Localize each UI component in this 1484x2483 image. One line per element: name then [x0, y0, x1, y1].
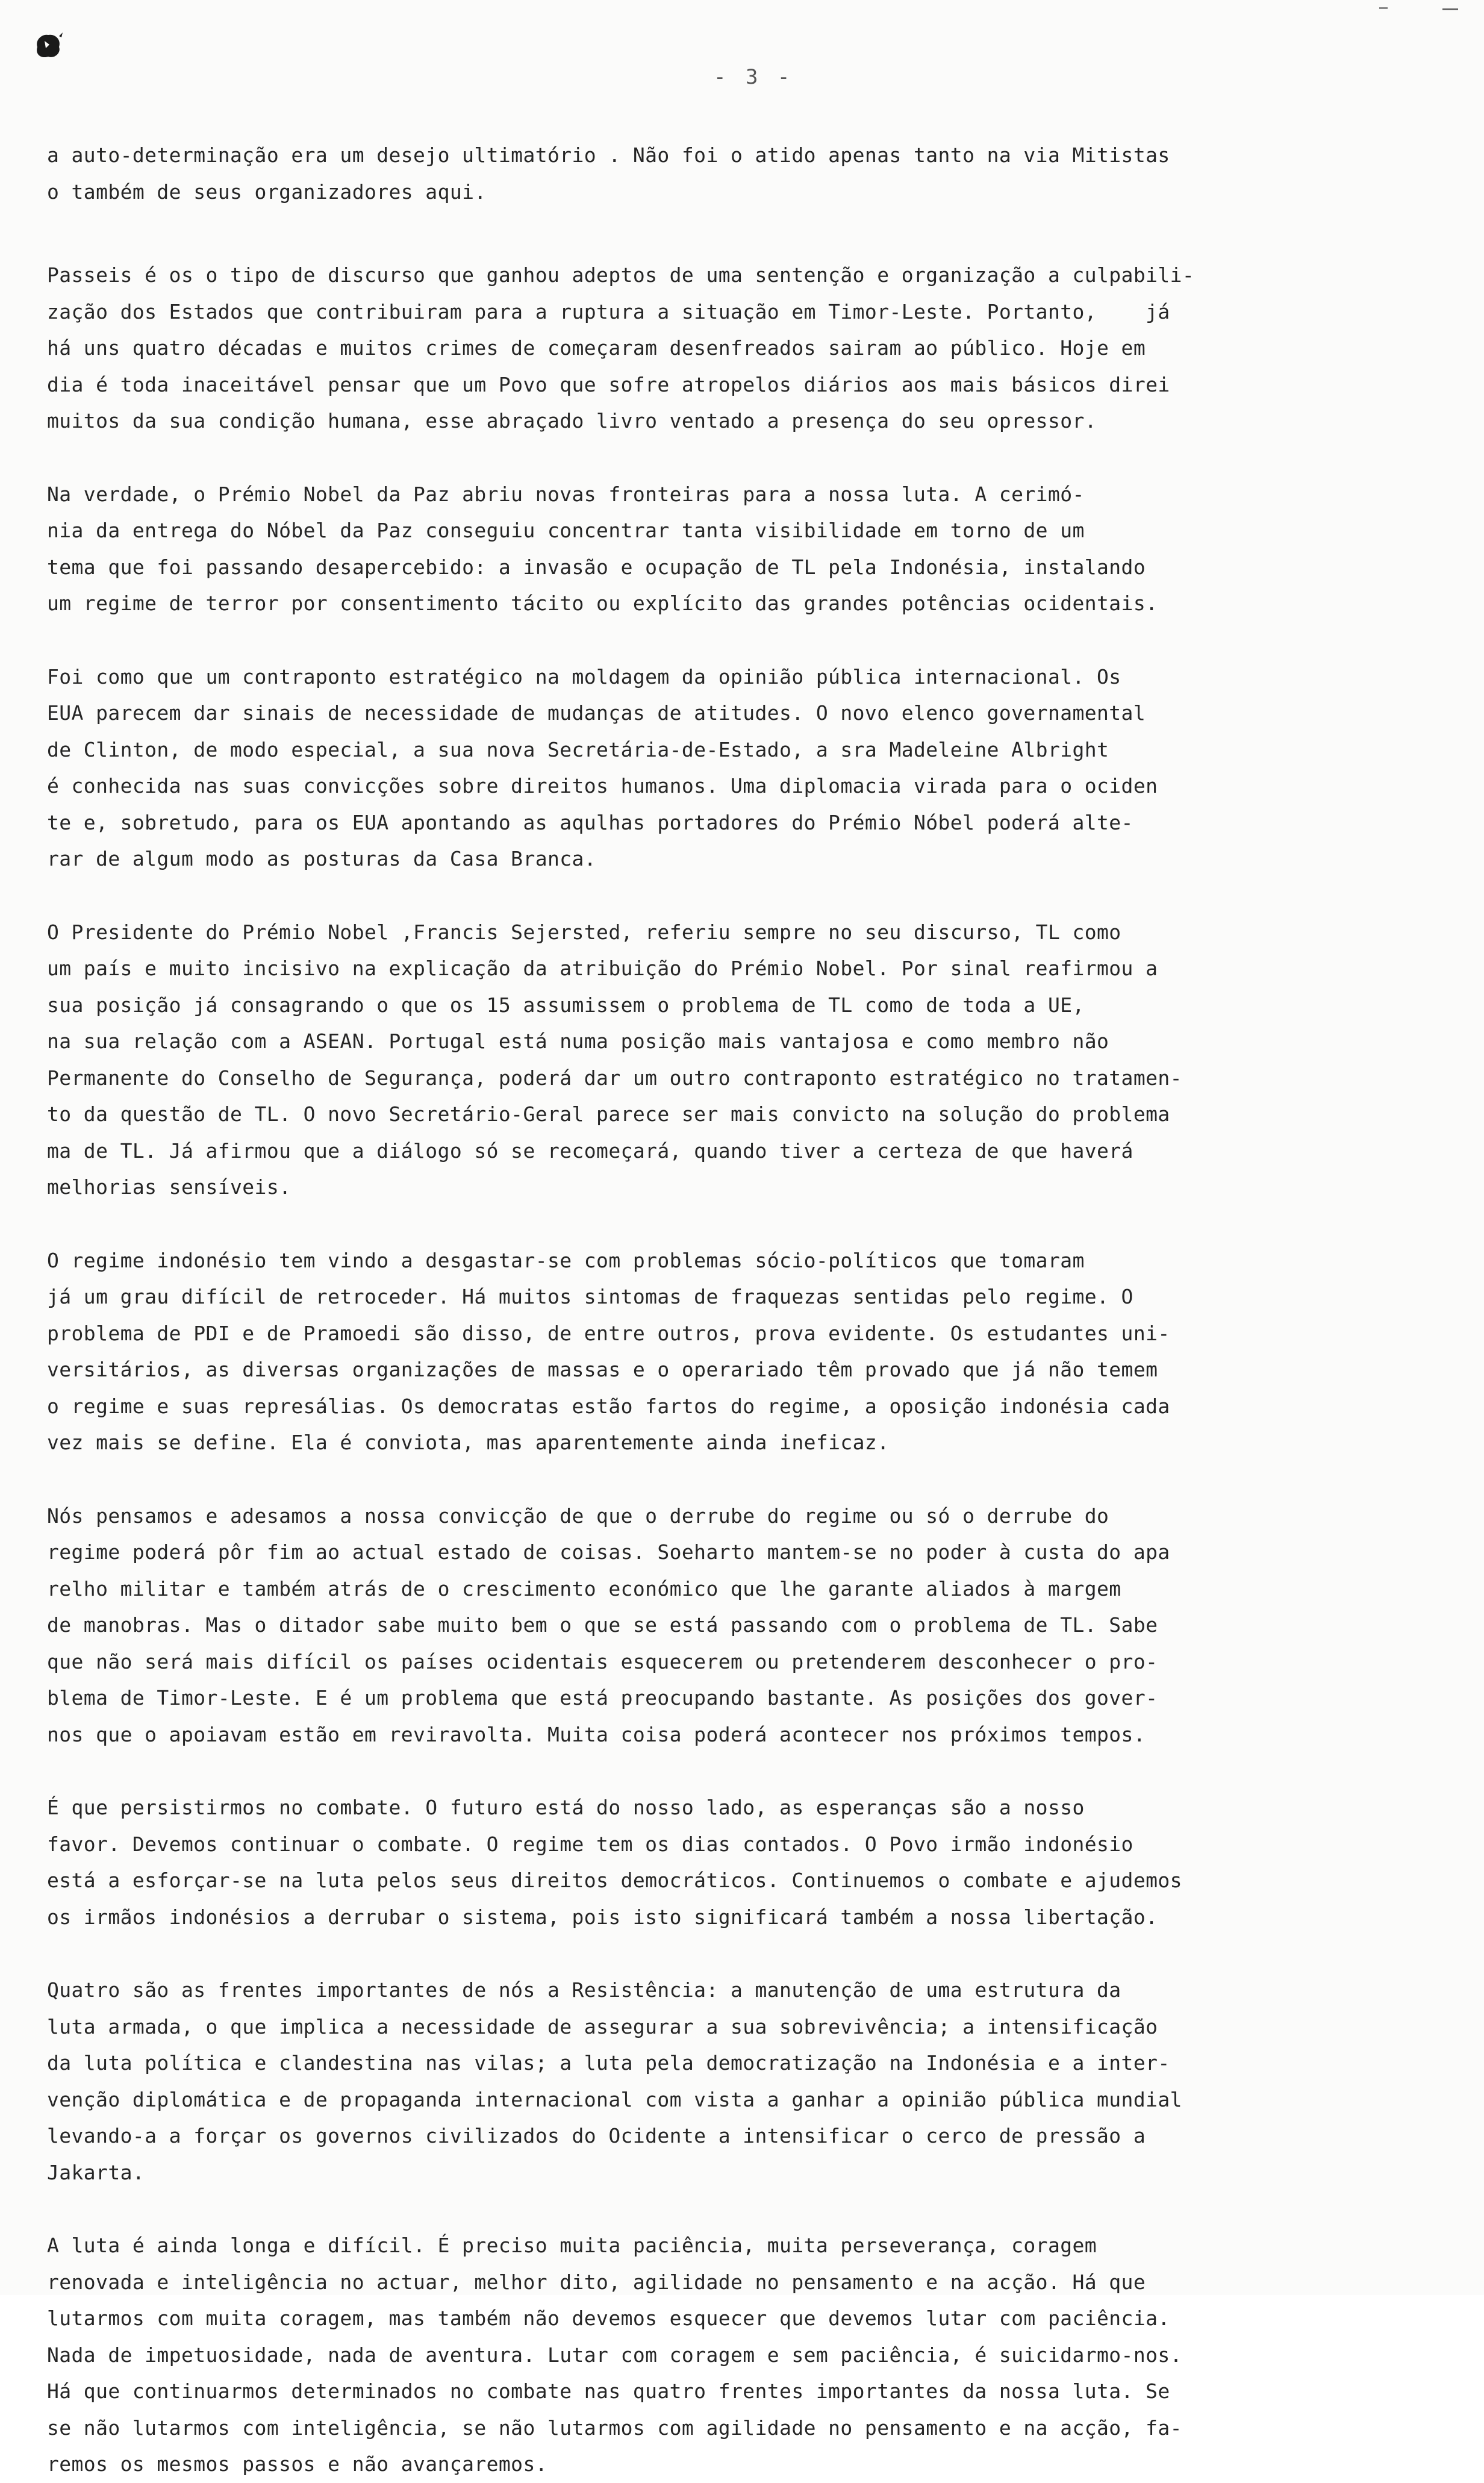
paragraph: Passeis é os o tipo de discurso que ganhou adeptos de uma sentenção e organização a culpabili- zação dos Estados que contribuiram para a ruptura a situação em Timor-Leste. Portanto, já há uns quatro décadas e muitos crimes de começaram desenfreados sairam ao público. Hoje em dia é toda inaceitável pensar que um Povo que sofre atropelos diários aos mais básicos direi muitos da sua condição humana, esse abraçado livro ventado a presença do seu opressor.	[47, 263, 1195, 433]
paragraph: É que persistirmos no combate. O futuro está do nosso lado, as esperanças são a nosso favor. Devemos continuar o combate. O regime tem os dias contados. O Povo irmão indonésio está a esforçar-se na luta pelos seus direitos democráticos. Continuemos o combate e ajudemos os irmãos indonésios a derrubar o sistema, pois isto significará também a nossa libertação.	[47, 1796, 1182, 1929]
ink-stain-mark	[31, 29, 65, 63]
paragraph: O regime indonésio tem vindo a desgastar-se com problemas sócio-políticos que tomaram já um grau difícil de retroceder. Há muitos sintomas de fraquezas sentidas pelo regime. O problema de PDI e de Pramoedi são disso, de entre outros, prova evidente. Os estudantes uni- versitários, as diversas organizações de massas e o operariado têm provado que já não temem o regime e suas represálias. Os democratas estão fartos do regime, a oposição indonésia cada vez mais se define. Ela é conviota, mas aparentemente ainda ineficaz.	[47, 1248, 1170, 1454]
paragraph: Quatro são as frentes importantes de nós a Resistência: a manutenção de uma estrutura da luta armada, o que implica a necessidade de assegurar a sua sobrevivência; a intensificação da luta política e clandestina nas vilas; a luta pela democratização na Indonésia e a inter- venção diplomática e de propaganda internacional com vista a ganhar a opinião pública mundial levando-a a forçar os governos civilizados do Ocidente a intensificar o cerco de pressão a Jakarta.	[47, 1978, 1182, 2184]
page-number: - 3 -	[714, 65, 794, 89]
paragraph: Foi como que um contraponto estratégico na moldagem da opinião pública internacional. Os EUA parecem dar sinais de necessidade de mudanças de atitudes. O novo elenco governamental de Clinton, de modo especial, a sua nova Secretária-de-Estado, a sra Madeleine Albright é conhecida nas suas convicções sobre direitos humanos. Uma diplomacia virada para o ociden te e, sobretudo, para os EUA apontando as aqulhas portadores do Prémio Nóbel poderá alte- rar de algum modo as posturas da Casa Branca.	[47, 664, 1158, 870]
body-text	[47, 137, 1432, 2483]
paragraph: Nós pensamos e adesamos a nossa convicção de que o derrube do regime ou só o derrube do regime poderá pôr fim ao actual estado de coisas. Soeharto mantem-se no poder à custa do apa relho militar e também atrás de o crescimento económico que lhe garante aliados à margem de manobras. Mas o ditador sabe muito bem o que se está passando com o problema de TL. Sabe que não será mais difícil os países ocidentais esquecerem ou pretenderem desconhecer o pro- blema de Timor-Leste. E é um problema que está preocupando bastante. As posições dos gover- nos que o apoiavam estão em reviravolta. Muita coisa poderá acontecer nos próximos tempos.	[47, 1504, 1170, 1746]
paragraph: A luta é ainda longa e difícil. É preciso muita paciência, muita perseverança, coragem renovada e inteligência no actuar, melhor dito, agilidade no pensamento e na acção. Há que lutarmos com muita coragem, mas também não devemos esquecer que devemos lutar com paciência. Nada de impetuosidade, nada de aventura. Lutar com coragem e sem paciência, é suicidarmo-nos. Há que continuarmos determinados no combate nas quatro frentes importantes da nossa luta. Se se não lutarmos com inteligência, se não lutarmos com agilidade no pensamento e na acção, fa- remos os mesmos passos e não avançaremos.	[47, 2234, 1182, 2476]
paragraph: O Presidente do Prémio Nobel ,Francis Sejersted, referiu sempre no seu discurso, TL como um país e muito incisivo na explicação da atribuição do Prémio Nobel. Por sinal reafirmou a sua posição já consagrando o que os 15 assumissem o problema de TL como de toda a UE, na sua relação com a ASEAN. Portugal está numa posição mais vantajosa e como membro não Permanente do Conselho de Segurança, poderá dar um outro contraponto estratégico no tratamen- to da questão de TL. O novo Secretário-Geral parece ser mais convicto na solução do problema ma de TL. Já afirmou que a diálogo só se recomeçará, quando tiver a certeza de que haverá melhorias sensíveis.	[47, 920, 1182, 1199]
paragraph: a auto-determinação era um desejo ultimatório . Não foi o atido apenas tanto na via Mitistas o também de seus organizadores aqui.	[47, 143, 1170, 204]
corner-scan-mark	[1379, 7, 1388, 9]
paragraph: Na verdade, o Prémio Nobel da Paz abriu novas fronteiras para a nossa luta. A cerimó- nia da entrega do Nóbel da Paz conseguiu concentrar tanta visibilidade em torno de um tema que foi passando desapercebido: a invasão e ocupação de TL pela Indonésia, instalando um regime de terror por consentimento tácito ou explícito das grandes potências ocidentais.	[47, 482, 1158, 615]
corner-scan-mark	[1442, 8, 1458, 10]
